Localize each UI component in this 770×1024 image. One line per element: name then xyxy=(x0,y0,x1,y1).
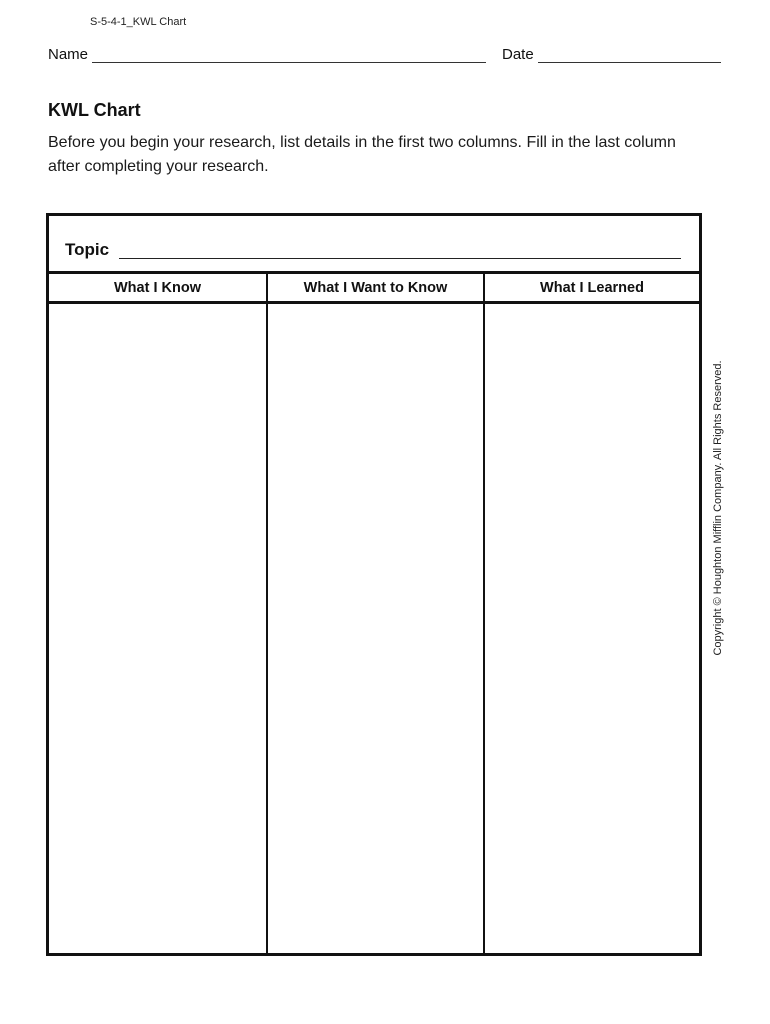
column-body-want-to-know[interactable] xyxy=(268,304,483,953)
instructions-text: Before you begin your research, list details in the first two columns. Fill in the last column after completing your research. xyxy=(48,134,676,175)
column-header-know: What I Know xyxy=(49,274,266,304)
topic-row xyxy=(49,216,699,274)
kwl-chart-table xyxy=(46,213,702,956)
column-header-want-to-know: What I Want to Know xyxy=(268,274,483,304)
copyright-notice: Copyright © Houghton Mifflin Company. All Rights Reserved. xyxy=(712,360,724,656)
name-label: Name xyxy=(48,46,89,63)
page-title: KWL Chart xyxy=(48,100,141,120)
name-date-row xyxy=(48,46,728,68)
topic-field-line[interactable] xyxy=(119,258,681,259)
column-header-learned: What I Learned xyxy=(485,274,699,304)
column-body-know[interactable] xyxy=(49,304,266,953)
document-id-label: S-5-4-1_KWL Chart xyxy=(90,16,187,28)
name-field-line[interactable] xyxy=(92,62,486,63)
date-field-line[interactable] xyxy=(538,62,721,63)
column-body-learned[interactable] xyxy=(485,304,699,953)
topic-label: Topic xyxy=(65,240,110,259)
date-label: Date xyxy=(502,46,534,63)
